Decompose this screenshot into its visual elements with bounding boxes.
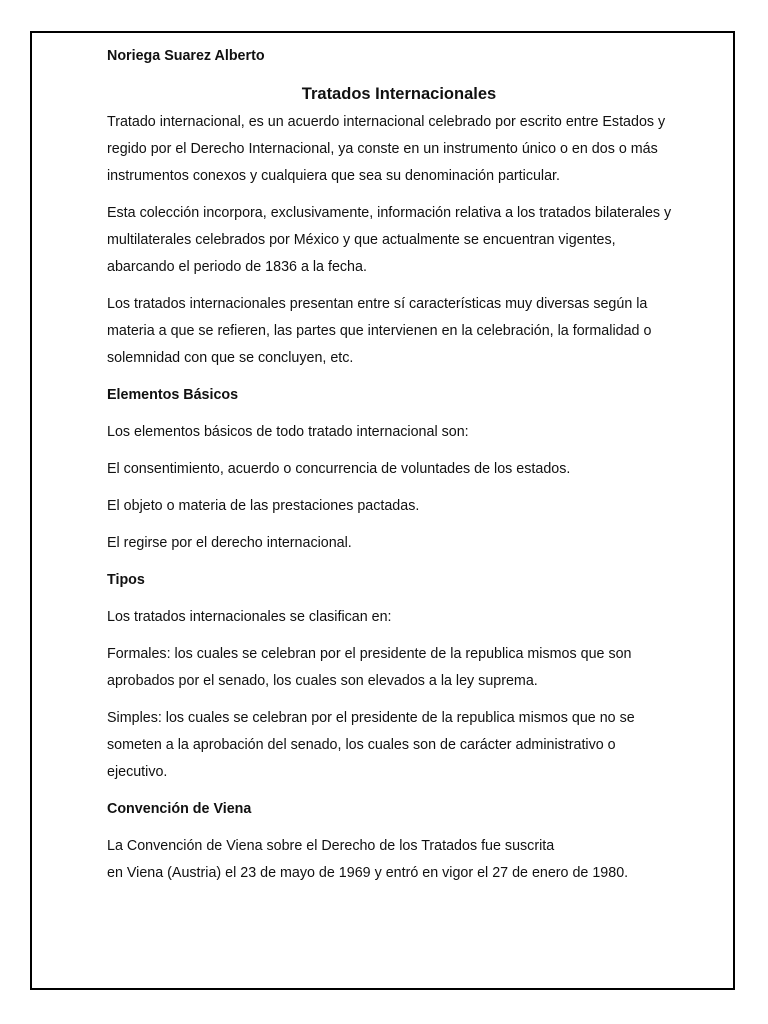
tipos-paragraph: Formales: los cuales se celebran por el presidente de la republica mismos que son aprobados por el senado, los cuales son elevados a la ley suprema. (107, 646, 632, 689)
document-page (30, 31, 735, 990)
document-content (107, 46, 677, 897)
intro-paragraph: Esta colección incorpora, exclusivamente, información relativa a los tratados bilaterales y multilaterales celebrados por México y que actualmente se encuentran vigentes, abarcando el periodo de 1836 a la fecha. (107, 205, 672, 275)
viena-line-2: en Viena (Austria) el 23 de mayo de 1969 y entró en vigor el 27 de enero de 1980. (107, 865, 629, 881)
elementos-paragraph: El regirse por el derecho internacional. (107, 535, 352, 551)
intro-paragraph: Tratado internacional, es un acuerdo internacional celebrado por escrito entre Estados y regido por el Derecho Internacional, ya conste en un instrumento único o en dos o más instrumentos conexos y cualquiera que sea su denominación particular. (107, 114, 666, 184)
viena-paragraph (107, 833, 677, 887)
document-title: Tratados Internacionales (301, 85, 497, 103)
section-heading-tipos: Tipos (107, 572, 145, 588)
section-heading-viena: Convención de Viena (107, 801, 252, 817)
author-name: Noriega Suarez Alberto (107, 48, 265, 64)
intro-paragraph: Los tratados internacionales presentan entre sí características muy diversas según la materia a que se refieren, las partes que intervienen en la celebración, la formalidad o solemnidad con que se concluyen, etc. (107, 296, 652, 366)
elementos-paragraph: El consentimiento, acuerdo o concurrencia de voluntades de los estados. (107, 461, 571, 477)
tipos-paragraph: Simples: los cuales se celebran por el presidente de la republica mismos que no se someten a la aprobación del senado, los cuales son de carácter administrativo o ejecutivo. (107, 710, 635, 780)
tipos-paragraph: Los tratados internacionales se clasifican en: (107, 609, 392, 625)
section-heading-elementos: Elementos Básicos (107, 387, 239, 403)
elementos-paragraph: Los elementos básicos de todo tratado internacional son: (107, 424, 469, 440)
elementos-paragraph: El objeto o materia de las prestaciones pactadas. (107, 498, 420, 514)
viena-line-1: La Convención de Viena sobre el Derecho de los Tratados fue suscrita (107, 838, 555, 854)
